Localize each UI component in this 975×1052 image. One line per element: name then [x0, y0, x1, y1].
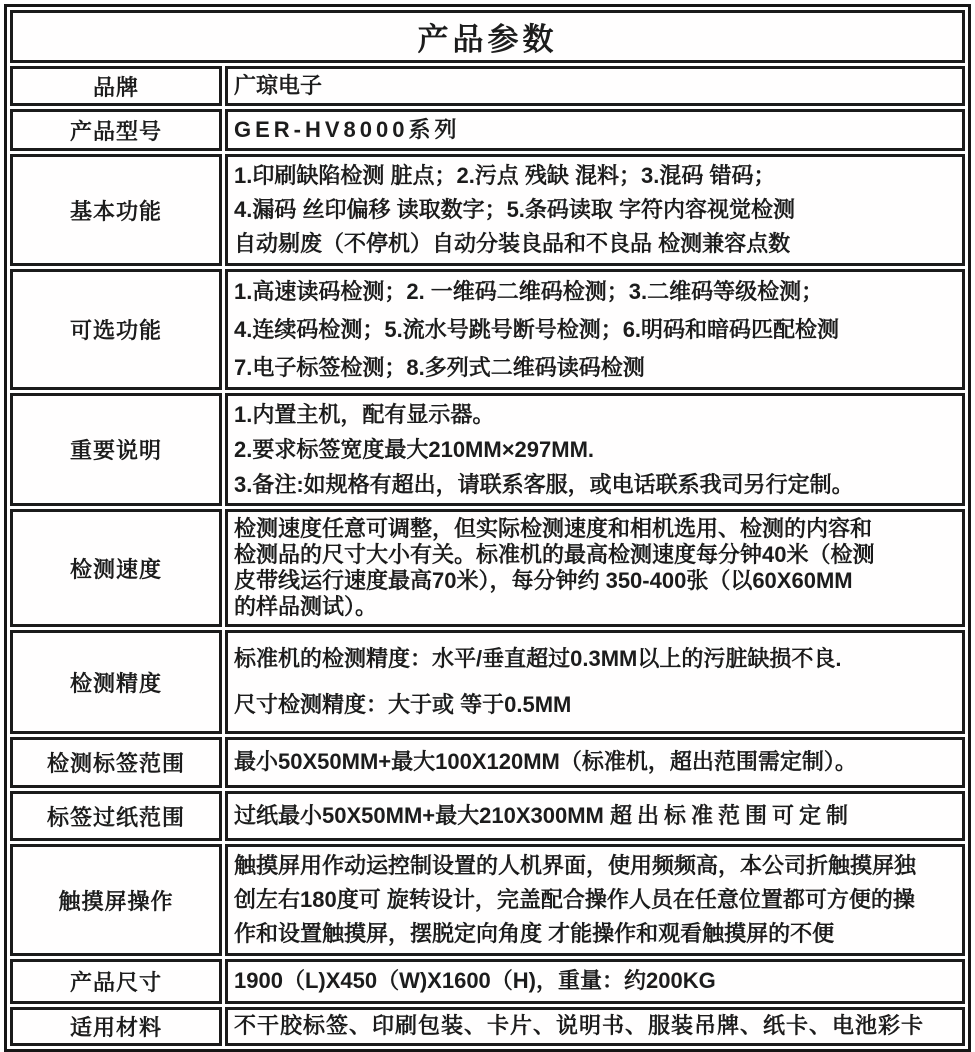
- table-row-label-paper-range: [10, 791, 965, 841]
- row-value-label-detect-range: 最小50X50MM+最大100X120MM（标准机，超出范围需定制）。: [225, 737, 965, 788]
- text-line: 标准机的检测精度：水平/垂直超过0.3MM以上的污脏缺损不良.: [234, 646, 842, 671]
- text-segment-spaced: 超出标准范围可定制: [609, 802, 853, 828]
- text-line: 1.内置主机，配有显示器。: [234, 402, 495, 427]
- table-row-product-size: [10, 959, 965, 1004]
- row-label-brand: 品牌: [10, 66, 222, 106]
- text-line: 触摸屏用作动运控制设置的人机界面，使用频频高，本公司折触摸屏独: [234, 853, 917, 878]
- text-line: 检测速度任意可调整，但实际检测速度和相机选用、检测的内容和: [234, 516, 873, 541]
- page-title: 产品参数: [10, 10, 965, 63]
- table-row-title: [10, 10, 965, 63]
- text-line: 检测品的尺寸大小有关。标准机的最高检测速度每分钟40米（检测: [234, 542, 875, 567]
- table-row-model: [10, 109, 965, 151]
- table-row-applicable-materials: [10, 1007, 965, 1046]
- table-row-detection-speed: [10, 509, 965, 627]
- table-row-basic-functions: [10, 154, 965, 266]
- row-label-basic-functions: 基本功能: [10, 154, 222, 266]
- row-value-optional-functions: [225, 269, 965, 390]
- row-value-basic-functions: [225, 154, 965, 266]
- row-value-touchscreen-operation: [225, 844, 965, 956]
- text-line: 自动剔废（不停机）自动分装良品和不良品 检测兼容点数: [234, 231, 791, 256]
- row-value-product-size: 1900（L)X450（W)X1600（H)，重量：约200KG: [225, 959, 965, 1004]
- row-value-brand: 广琼电子: [225, 66, 965, 106]
- row-value-applicable-materials: 不干胶标签、印刷包装、卡片、说明书、服装吊牌、纸卡、电池彩卡: [225, 1007, 965, 1046]
- row-label-product-size: 产品尺寸: [10, 959, 222, 1004]
- row-label-detection-speed: 检测速度: [10, 509, 222, 627]
- text-line: 4.连续码检测；5.流水号跳号断号检测；6.明码和暗码匹配检测: [234, 316, 840, 342]
- row-label-touchscreen-operation: 触摸屏操作: [10, 844, 222, 956]
- row-value-important-notes: [225, 393, 965, 506]
- table-row-important-notes: [10, 393, 965, 506]
- text-line: 尺寸检测精度：大于或 等于0.5MM: [234, 692, 572, 717]
- row-value-model: GER-HV8000系列: [225, 109, 965, 151]
- text-line: 7.电子标签检测；8.多列式二维码读码检测: [234, 354, 645, 380]
- row-label-model: 产品型号: [10, 109, 222, 151]
- text-line: 作和设置触摸屏，摆脱定向角度 才能操作和观看触摸屏的不便: [234, 921, 835, 946]
- row-label-label-paper-range: 标签过纸范围: [10, 791, 222, 841]
- text-line: 的样品测试）。: [234, 594, 378, 619]
- text-line: 2.要求标签宽度最大210MM×297MM.: [234, 437, 595, 462]
- text-line: 1.印刷缺陷检测 脏点；2.污点 残缺 混料；3.混码 错码；: [234, 163, 776, 188]
- row-value-label-paper-range: [225, 791, 965, 841]
- table-row-detection-precision: [10, 630, 965, 734]
- row-value-detection-speed: [225, 509, 965, 627]
- table-row-optional-functions: [10, 269, 965, 390]
- text-line: 1.高速读码检测；2. 一维码二维码检测；3.二维码等级检测；: [234, 278, 824, 304]
- row-label-detection-precision: 检测精度: [10, 630, 222, 734]
- table-row-touchscreen-operation: [10, 844, 965, 956]
- row-value-detection-precision: [225, 630, 965, 734]
- text-line: 4.漏码 丝印偏移 读取数字；5.条码读取 字符内容视觉检测: [234, 197, 796, 222]
- row-label-important-notes: 重要说明: [10, 393, 222, 506]
- text-line: 创左右180度可 旋转设计，完盖配合操作人员在任意位置都可方便的操: [234, 887, 915, 912]
- row-label-label-detect-range: 检测标签范围: [10, 737, 222, 788]
- row-label-applicable-materials: 适用材料: [10, 1007, 222, 1046]
- text-line: 3.备注:如规格有超出，请联系客服，或电话联系我司另行定制。: [234, 472, 854, 497]
- text-line: 皮带线运行速度最高70米），每分钟约 350-400张（以60X60MM: [234, 568, 853, 593]
- table-row-label-detect-range: [10, 737, 965, 788]
- row-label-optional-functions: 可选功能: [10, 269, 222, 390]
- product-spec-table: [4, 4, 971, 1052]
- table-row-brand: [10, 66, 965, 106]
- text-segment: 过纸最小50X50MM+最大210X300MM: [234, 802, 610, 828]
